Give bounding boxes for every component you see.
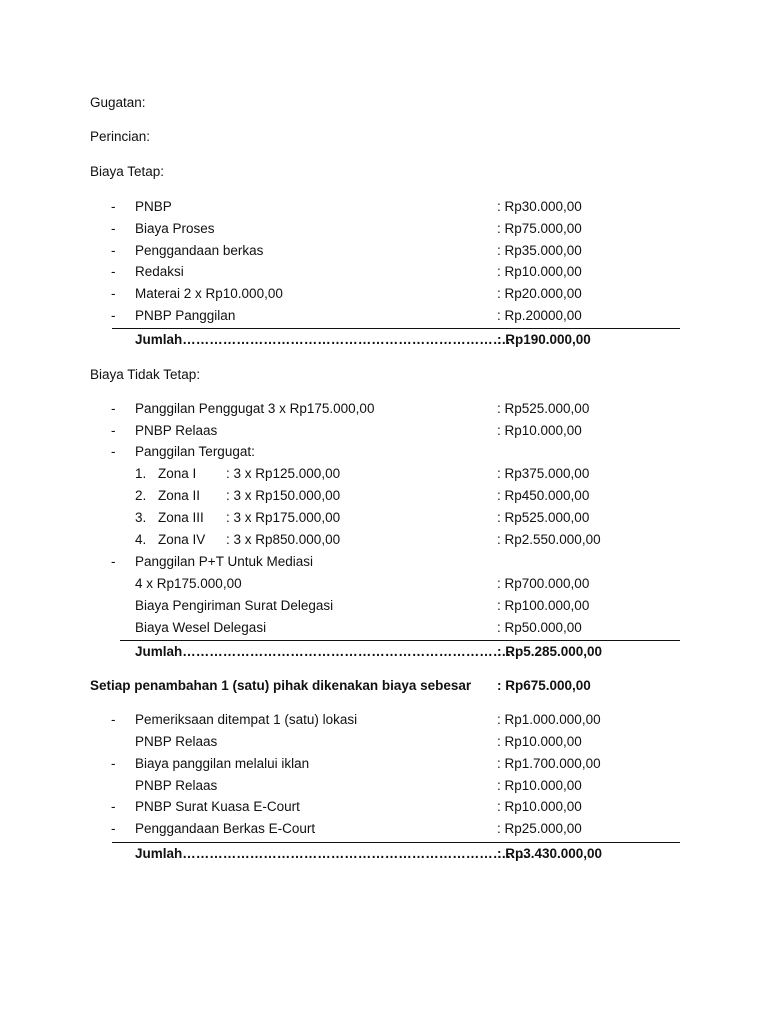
item-label: Biaya Pengiriman Surat Delegasi — [135, 598, 334, 613]
bullet: - — [111, 286, 116, 301]
zone-number: 1. — [135, 466, 147, 481]
item-value: : Rp20.000,00 — [497, 286, 582, 301]
bullet: - — [111, 264, 116, 279]
zone-value: : Rp375.000,00 — [497, 466, 590, 481]
item-value: : Rp10.000,00 — [497, 264, 582, 279]
divider-rule — [112, 328, 680, 329]
total-value: : Rp3.430.000,00 — [497, 846, 603, 861]
heading-perincian: Perincian: — [90, 129, 151, 144]
heading-gugatan: Gugatan: — [90, 95, 146, 110]
zone-number: 3. — [135, 510, 147, 525]
zone-value: : Rp525.000,00 — [497, 510, 590, 525]
zone-number: 4. — [135, 532, 147, 547]
bullet: - — [111, 221, 116, 236]
item-value: : Rp10.000,00 — [497, 778, 582, 793]
zone-name: Zona II — [158, 488, 201, 503]
item-label: PNBP Relaas — [135, 778, 218, 793]
bullet: - — [111, 712, 116, 727]
zone-name: Zona IV — [158, 532, 206, 547]
item-label: Penggandaan Berkas E-Court — [135, 821, 316, 836]
item-value: : Rp10.000,00 — [497, 734, 582, 749]
zone-multiplier: : 3 x Rp850.000,00 — [226, 532, 341, 547]
section-title-biaya-tetap: Biaya Tetap: — [90, 164, 165, 179]
item-value: : Rp525.000,00 — [497, 401, 590, 416]
penambahan-value: : Rp675.000,00 — [497, 678, 591, 693]
bullet: - — [111, 308, 116, 323]
item-label: Biaya Wesel Delegasi — [135, 620, 267, 635]
item-value: : Rp75.000,00 — [497, 221, 582, 236]
total-label: Jumlah………………………………………………………………. — [135, 332, 511, 347]
item-label: Penggandaan berkas — [135, 243, 264, 258]
item-value: : Rp10.000,00 — [497, 799, 582, 814]
item-value: : Rp25.000,00 — [497, 821, 582, 836]
divider-rule — [112, 842, 680, 843]
zone-number: 2. — [135, 488, 147, 503]
item-label: Redaksi — [135, 264, 184, 279]
item-value: : Rp1.700.000,00 — [497, 756, 601, 771]
item-label: 4 x Rp175.000,00 — [135, 576, 242, 591]
item-label: PNBP Panggilan — [135, 308, 236, 323]
item-label: Biaya Proses — [135, 221, 215, 236]
item-label: Panggilan Penggugat 3 x Rp175.000,00 — [135, 401, 375, 416]
section-title-biaya-tidak-tetap: Biaya Tidak Tetap: — [90, 367, 201, 382]
bullet: - — [111, 821, 116, 836]
bullet: - — [111, 554, 116, 569]
item-value: : Rp30.000,00 — [497, 199, 582, 214]
total-value: : Rp190.000,00 — [497, 332, 591, 347]
zone-multiplier: : 3 x Rp175.000,00 — [226, 510, 341, 525]
item-value: : Rp700.000,00 — [497, 576, 590, 591]
item-value: : Rp35.000,00 — [497, 243, 582, 258]
bullet: - — [111, 799, 116, 814]
zone-multiplier: : 3 x Rp150.000,00 — [226, 488, 341, 503]
penambahan-label: Setiap penambahan 1 (satu) pihak dikenakan biaya sebesar — [90, 678, 472, 693]
item-label: Panggilan Tergugat: — [135, 444, 255, 459]
item-label: Materai 2 x Rp10.000,00 — [135, 286, 283, 301]
item-value: : Rp10.000,00 — [497, 423, 582, 438]
total-value: : Rp5.285.000,00 — [497, 644, 603, 659]
item-value: : Rp.20000,00 — [497, 308, 582, 323]
zone-value: : Rp450.000,00 — [497, 488, 590, 503]
bullet: - — [111, 243, 116, 258]
bullet: - — [111, 401, 116, 416]
total-label: Jumlah………………………………………………………………….. — [135, 846, 528, 861]
item-label: PNBP — [135, 199, 172, 214]
item-label: Pemeriksaan ditempat 1 (satu) lokasi — [135, 712, 358, 727]
item-label: PNBP Surat Kuasa E-Court — [135, 799, 300, 814]
bullet: - — [111, 199, 116, 214]
item-value: : Rp100.000,00 — [497, 598, 590, 613]
item-value: : Rp1.000.000,00 — [497, 712, 601, 727]
zone-name: Zona I — [158, 466, 197, 481]
zone-multiplier: : 3 x Rp125.000,00 — [226, 466, 341, 481]
total-label: Jumlah………………………………………………………………… — [135, 644, 520, 659]
item-label: PNBP Relaas — [135, 734, 218, 749]
item-label: PNBP Relaas — [135, 423, 218, 438]
bullet: - — [111, 423, 116, 438]
bullet: - — [111, 444, 116, 459]
zone-name: Zona III — [158, 510, 204, 525]
zone-value: : Rp2.550.000,00 — [497, 532, 601, 547]
divider-rule — [120, 640, 680, 641]
item-label: Biaya panggilan melalui iklan — [135, 756, 310, 771]
item-value: : Rp50.000,00 — [497, 620, 582, 635]
bullet: - — [111, 756, 116, 771]
item-label: Panggilan P+T Untuk Mediasi — [135, 554, 313, 569]
